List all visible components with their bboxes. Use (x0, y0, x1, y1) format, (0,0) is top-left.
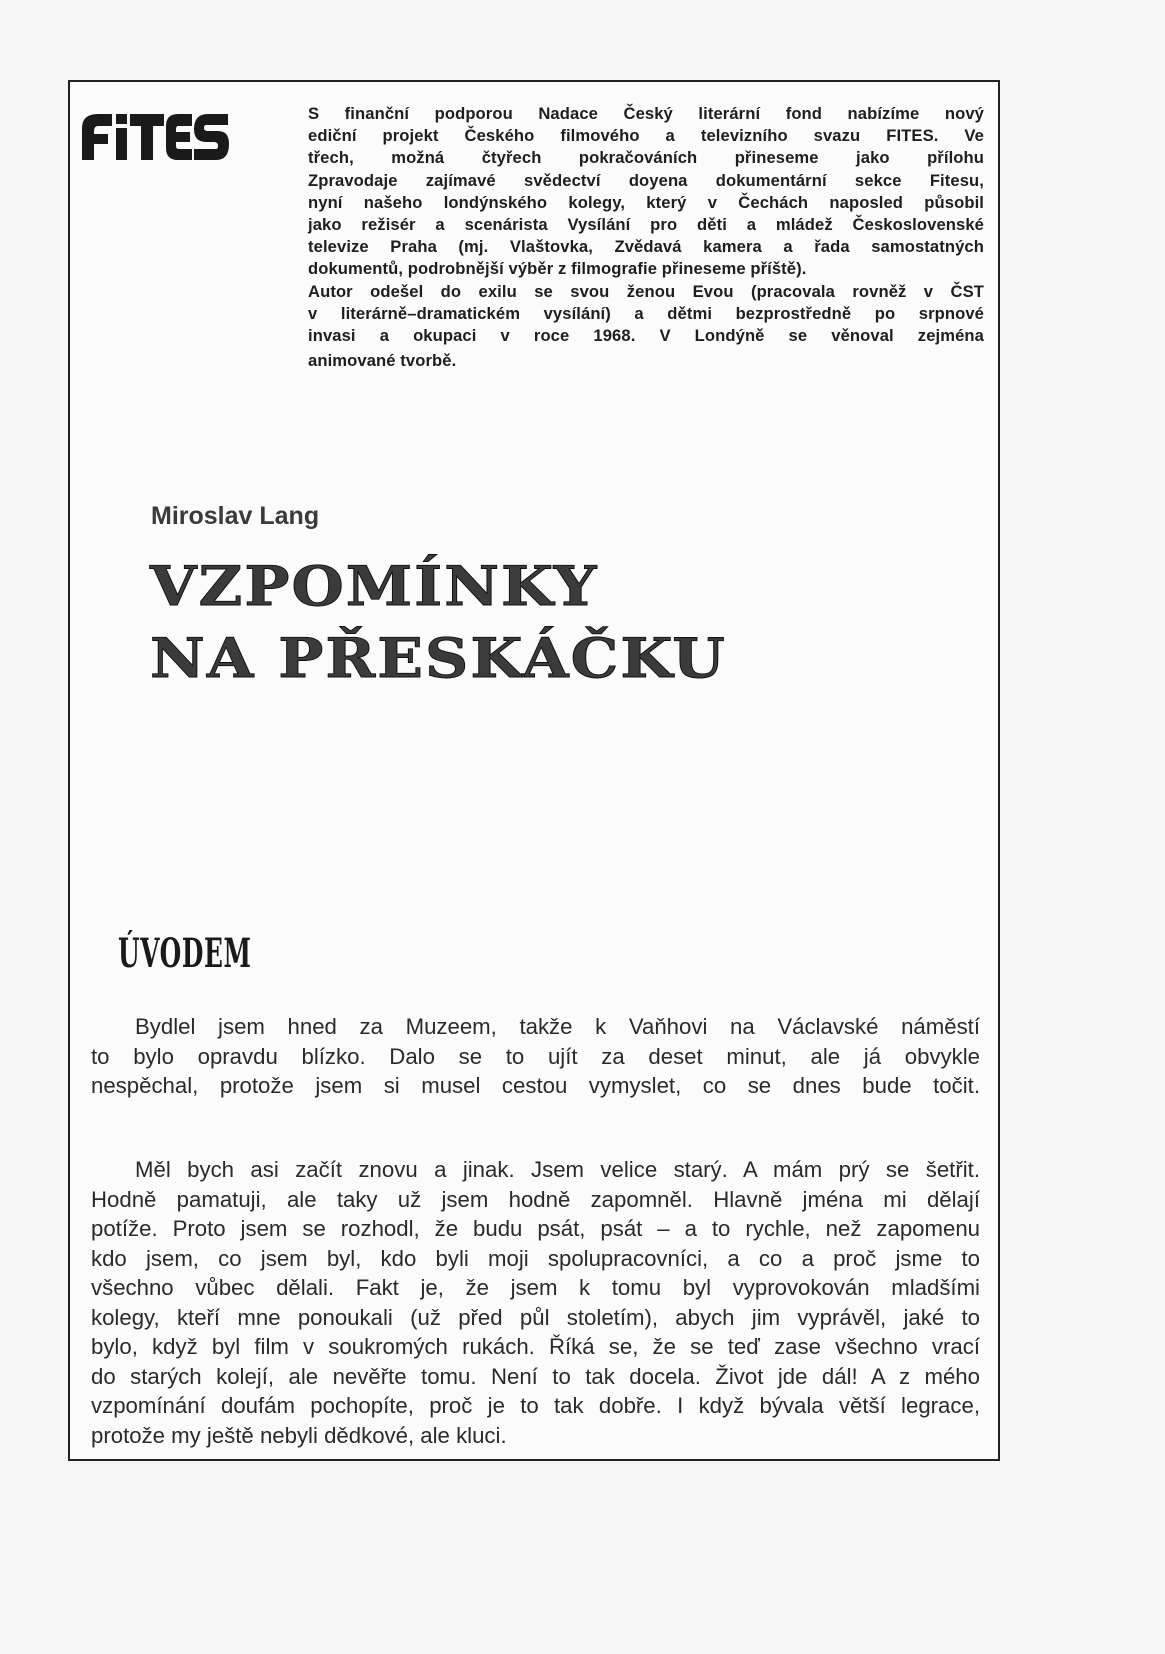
intro-line: Zpravodaje zajímavé svědectví doyena dokumentární sekce Fitesu, (308, 170, 984, 190)
intro-line: dokumentů, podrobnější výběr z filmografie přineseme příště). (308, 259, 807, 279)
body-line: všechno vůbec dělali. Fakt je, že jsem k tomu byl vyprovokován mladšími (91, 1275, 980, 1300)
body-line: to bylo opravdu blízko. Dalo se to ujít za deset minut, ale já obvykle (91, 1043, 980, 1069)
intro-line: invasi a okupaci v roce 1968. V Londýně se věnoval zejména (308, 326, 984, 346)
body-paragraph-2 (91, 1155, 980, 1450)
body-line: Měl bych asi začít znovu a jinak. Jsem velice starý. A mám prý se šetřit. (135, 1157, 980, 1182)
intro-line: televize Praha (mj. Vlaštovka, Zvědavá kamera a řada samostatných (308, 237, 984, 257)
body-line: do starých kolejí, ale nevěřte tomu. Není to tak docela. Život jde dál! A z mého (91, 1363, 980, 1389)
title-line-1: VZPOMÍNKY (150, 555, 599, 619)
intro-paragraph (308, 103, 984, 372)
body-line: bylo, když byl film v soukromých rukách. Říká se, že se teď zase všechno vrací (91, 1334, 980, 1359)
intro-line: jako režisér a scenárista Vysílání pro děti a mládež Československé (308, 215, 984, 235)
author-name: Miroslav Lang (151, 502, 320, 530)
body-line: Bydlel jsem hned za Muzeem, takže k Vaňhovi na Václavské náměstí (135, 1014, 980, 1039)
intro-line: S finanční podporou Nadace Český literární fond nabízíme nový (308, 104, 984, 123)
title-line-2: NA PŘESKÁČKU (150, 627, 727, 691)
body-line: vzpomínání doufám pochopíte, proč je to tak dobře. I když bývala větší legrace, (91, 1393, 980, 1418)
intro-line: třech, možná čtyřech pokračováních přineseme jako přílohu (308, 148, 984, 168)
section-heading: ÚVODEM (118, 930, 252, 977)
body-line: potíže. Proto jsem se rozhodl, že budu psát, psát – a to rychle, než zapomenu (91, 1216, 980, 1241)
intro-line: animované tvorbě. (308, 351, 457, 371)
body-line: kolegy, kteří mne ponoukali (už před půl stoletím), abych jim vyprávěl, jaké to (91, 1304, 980, 1330)
body-line: kdo jsem, co jsem byl, kdo byli moji spolupracovníci, a co a proč jsme to (91, 1245, 980, 1271)
body-paragraph-1 (91, 1012, 980, 1101)
intro-line: v literárně–dramatickém vysílání) a dětmi bezprostředně po srpnové (308, 303, 984, 323)
fites-logo (80, 106, 230, 162)
intro-line: ediční projekt Českého filmového a televizního svazu FITES. Ve (308, 126, 984, 146)
intro-line: Autor odešel do exilu se svou ženou Evou (pracovala rovněž v ČST (308, 281, 984, 301)
body-line: nespěchal, protože jsem si musel cestou vymyslet, co se dnes bude točit. (91, 1073, 980, 1098)
body-line: Hodně pamatuji, ale taky už jsem hodně zapomněl. Hlavně jména mi dělají (91, 1186, 980, 1212)
intro-line: nyní našeho londýnského kolegy, který v Čechách naposled působil (308, 192, 984, 212)
body-line: protože my ještě nebyli dědkové, ale kluci. (91, 1422, 507, 1448)
